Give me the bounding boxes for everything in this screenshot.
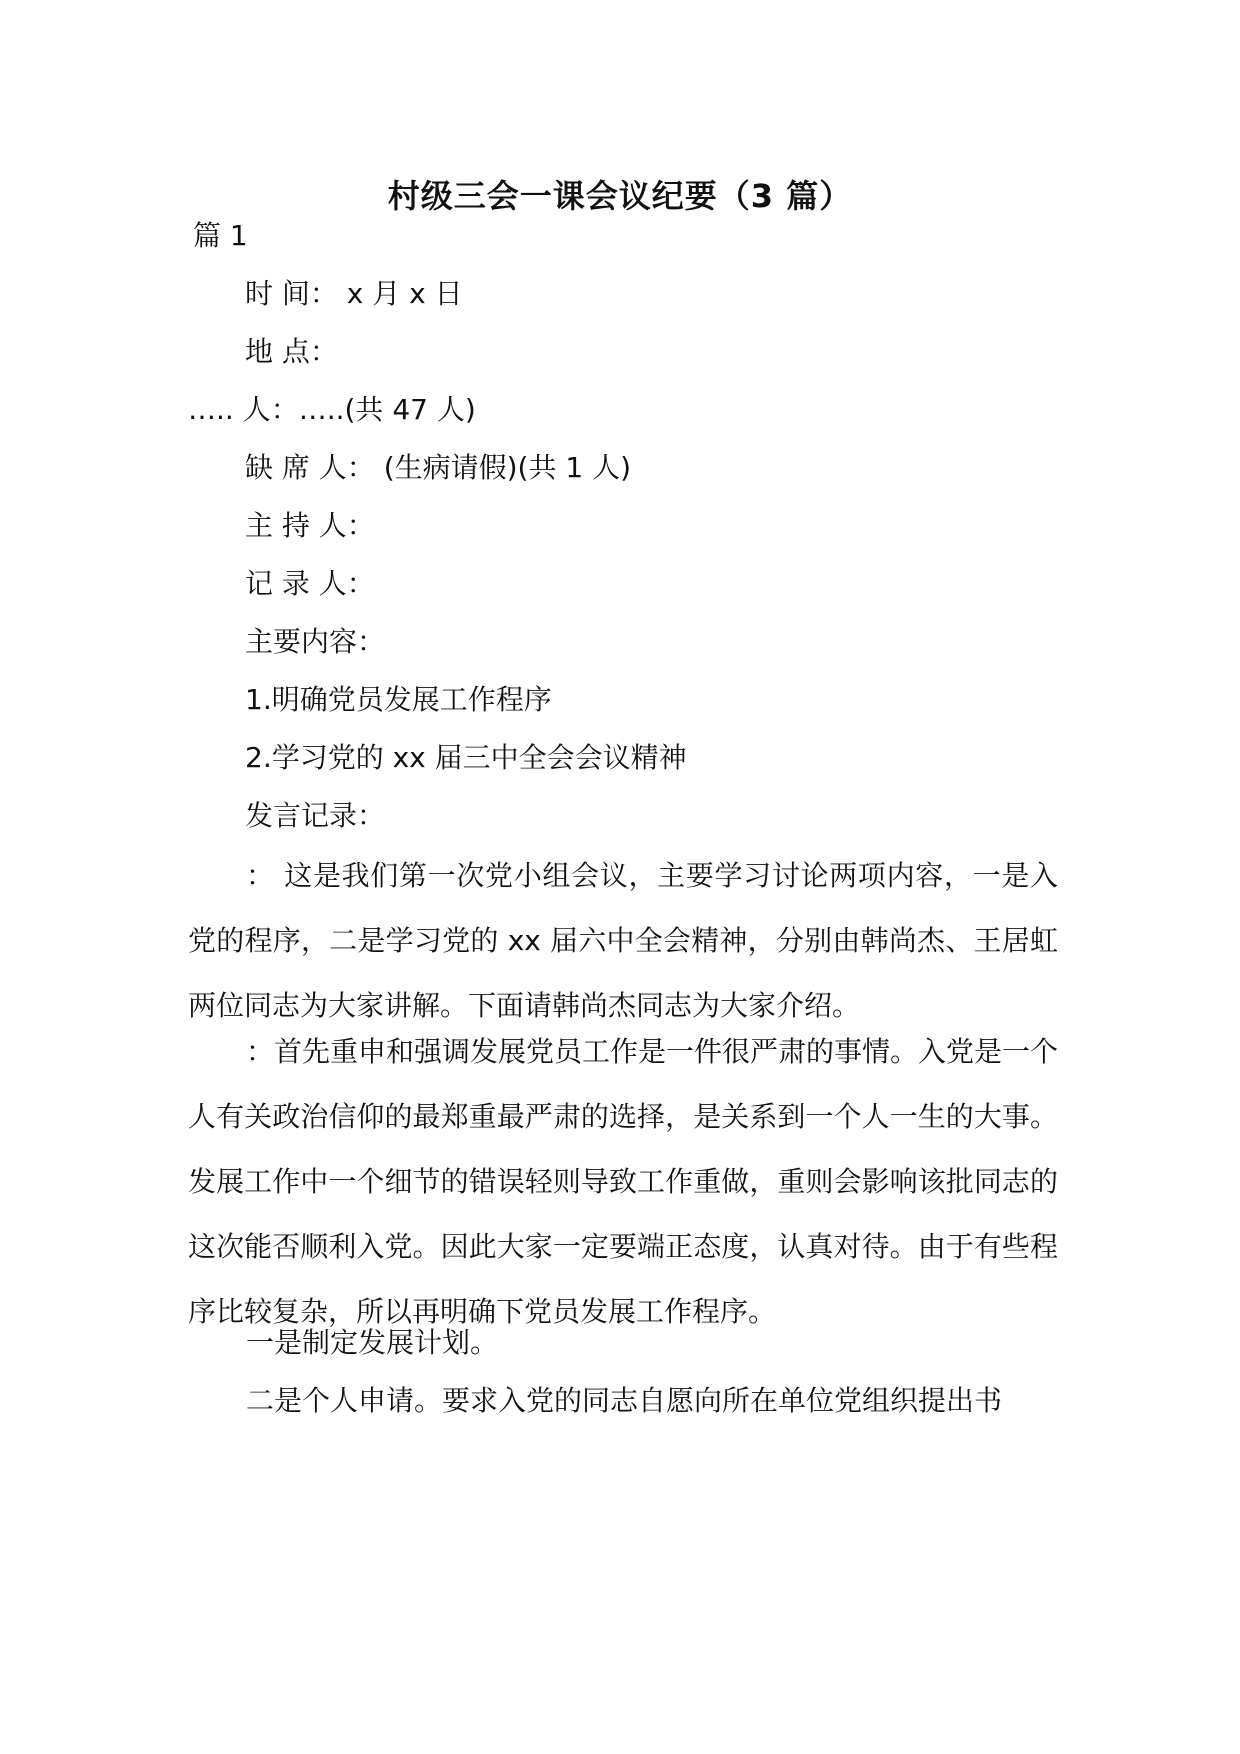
- field-main-content-label: 主要内容：: [245, 625, 386, 658]
- field-recorder: 记 录 人：: [245, 567, 375, 600]
- speech-label: 发言记录：: [245, 799, 386, 832]
- body-paragraph: 一是制定发展计划。: [246, 1326, 499, 1359]
- body-paragraph: ： 这是我们第一次党小组会议，主要学习讨论两项内容，一是入党的程序，二是学习党的 xx 届六中全会精神，分别由韩尚杰、王居虹两位同志为大家讲解。下面请韩尚杰同志为大家介绍。: [188, 859, 1058, 1022]
- body-paragraph: 二是个人申请。要求入党的同志自愿向所在单位党组织提出书: [246, 1384, 1003, 1417]
- field-location: 地 点：: [245, 335, 338, 368]
- field-time: 时 间： x 月 x 日: [245, 277, 463, 310]
- field-attendees: ….. 人：…..(共 47 人): [188, 393, 476, 426]
- document-title: 村级三会一课会议纪要（3 篇）: [387, 177, 853, 215]
- body-paragraph: ：首先重申和强调发展党员工作是一件很严肃的事情。入党是一个人有关政治信仰的最郑重最严肃的选择，是关系到一个人一生的大事。发展工作中一个细节的错误轻则导致工作重做，重则会影响该批同志的这次能否顺利入党。因此大家一定要端正态度，认真对待。由于有些程序比较复杂，所以再明确下党员发展工作程序。: [188, 1035, 1059, 1328]
- field-absent: 缺 席 人： (生病请假)(共 1 人): [245, 451, 632, 484]
- agenda-item: 1.明确党员发展工作程序: [245, 683, 552, 716]
- section-label: 篇 1: [193, 219, 248, 252]
- agenda-item: 2.学习党的 xx 届三中全会会议精神: [245, 741, 687, 774]
- field-host: 主 持 人：: [245, 509, 375, 542]
